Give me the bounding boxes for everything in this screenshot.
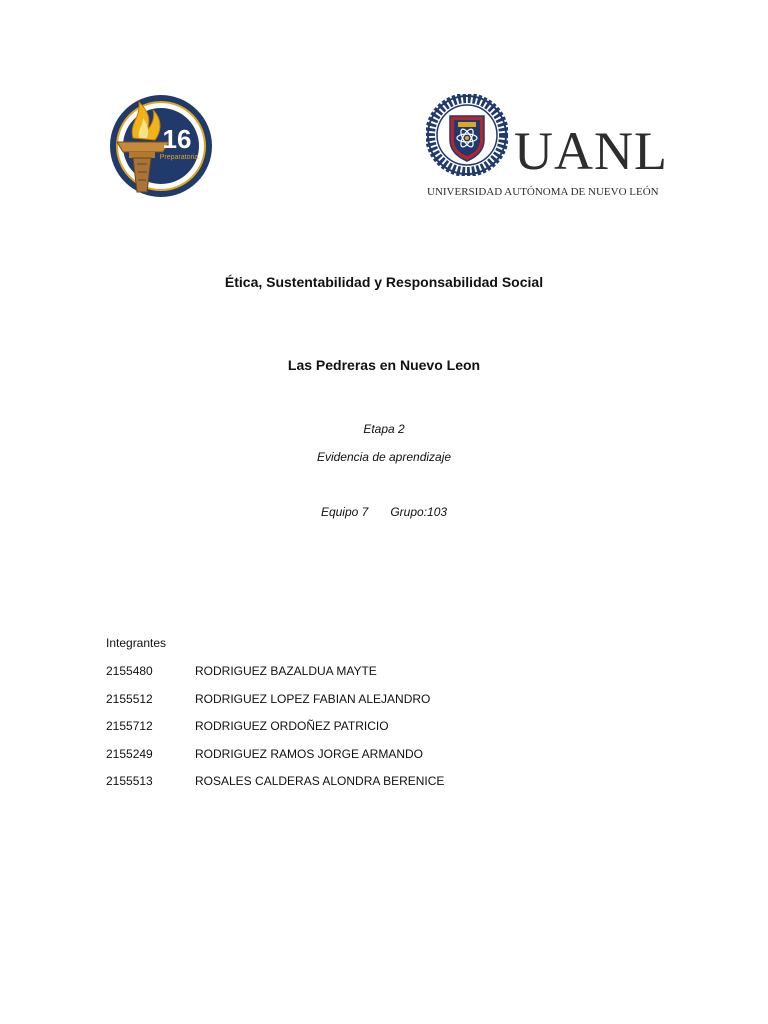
prepa-16-emblem-icon — [103, 88, 215, 204]
member-id: 2155480 — [106, 664, 153, 678]
member-name: RODRIGUEZ ORDOÑEZ PATRICIO — [195, 719, 389, 734]
member-row — [106, 746, 666, 774]
uanl-logo — [426, 94, 666, 204]
course-title: Ética, Sustentabilidad y Responsabilidad Social — [224, 274, 544, 290]
uanl-subtitle: UNIVERSIDAD AUTÓNOMA DE NUEVO LEÓN — [427, 186, 659, 198]
team-group-line — [0, 505, 768, 519]
member-row — [106, 718, 666, 746]
members-list — [106, 663, 666, 801]
uanl-wordmark: UANL — [514, 121, 668, 181]
prepa-number: 16 — [162, 124, 192, 154]
member-name: RODRIGUEZ LOPEZ FABIAN ALEJANDRO — [195, 691, 431, 706]
topic-title: Las Pedreras en Nuevo Leon — [287, 357, 481, 373]
member-row — [106, 691, 666, 719]
etapa-label: Etapa 2 — [363, 422, 405, 436]
evidencia-label: Evidencia de aprendizaje — [316, 450, 452, 464]
member-id: 2155249 — [106, 746, 153, 761]
member-name: RODRIGUEZ RAMOS JORGE ARMANDO — [195, 746, 424, 761]
member-name: RODRIGUEZ BAZALDUA MAYTE — [195, 664, 377, 678]
member-row — [106, 663, 666, 691]
team-label: Equipo 7 — [320, 505, 369, 519]
member-row — [106, 773, 666, 801]
members-heading: Integrantes — [106, 636, 167, 650]
prepa-caption: Preparatoria — [159, 154, 199, 161]
group-label: Grupo:103 — [390, 505, 448, 519]
uanl-seal-icon — [426, 94, 508, 176]
member-id: 2155513 — [106, 774, 153, 789]
prepa-16-logo — [103, 88, 215, 204]
member-id: 2155712 — [106, 719, 153, 734]
member-id: 2155512 — [106, 691, 153, 706]
member-name: ROSALES CALDERAS ALONDRA BERENICE — [195, 774, 445, 789]
